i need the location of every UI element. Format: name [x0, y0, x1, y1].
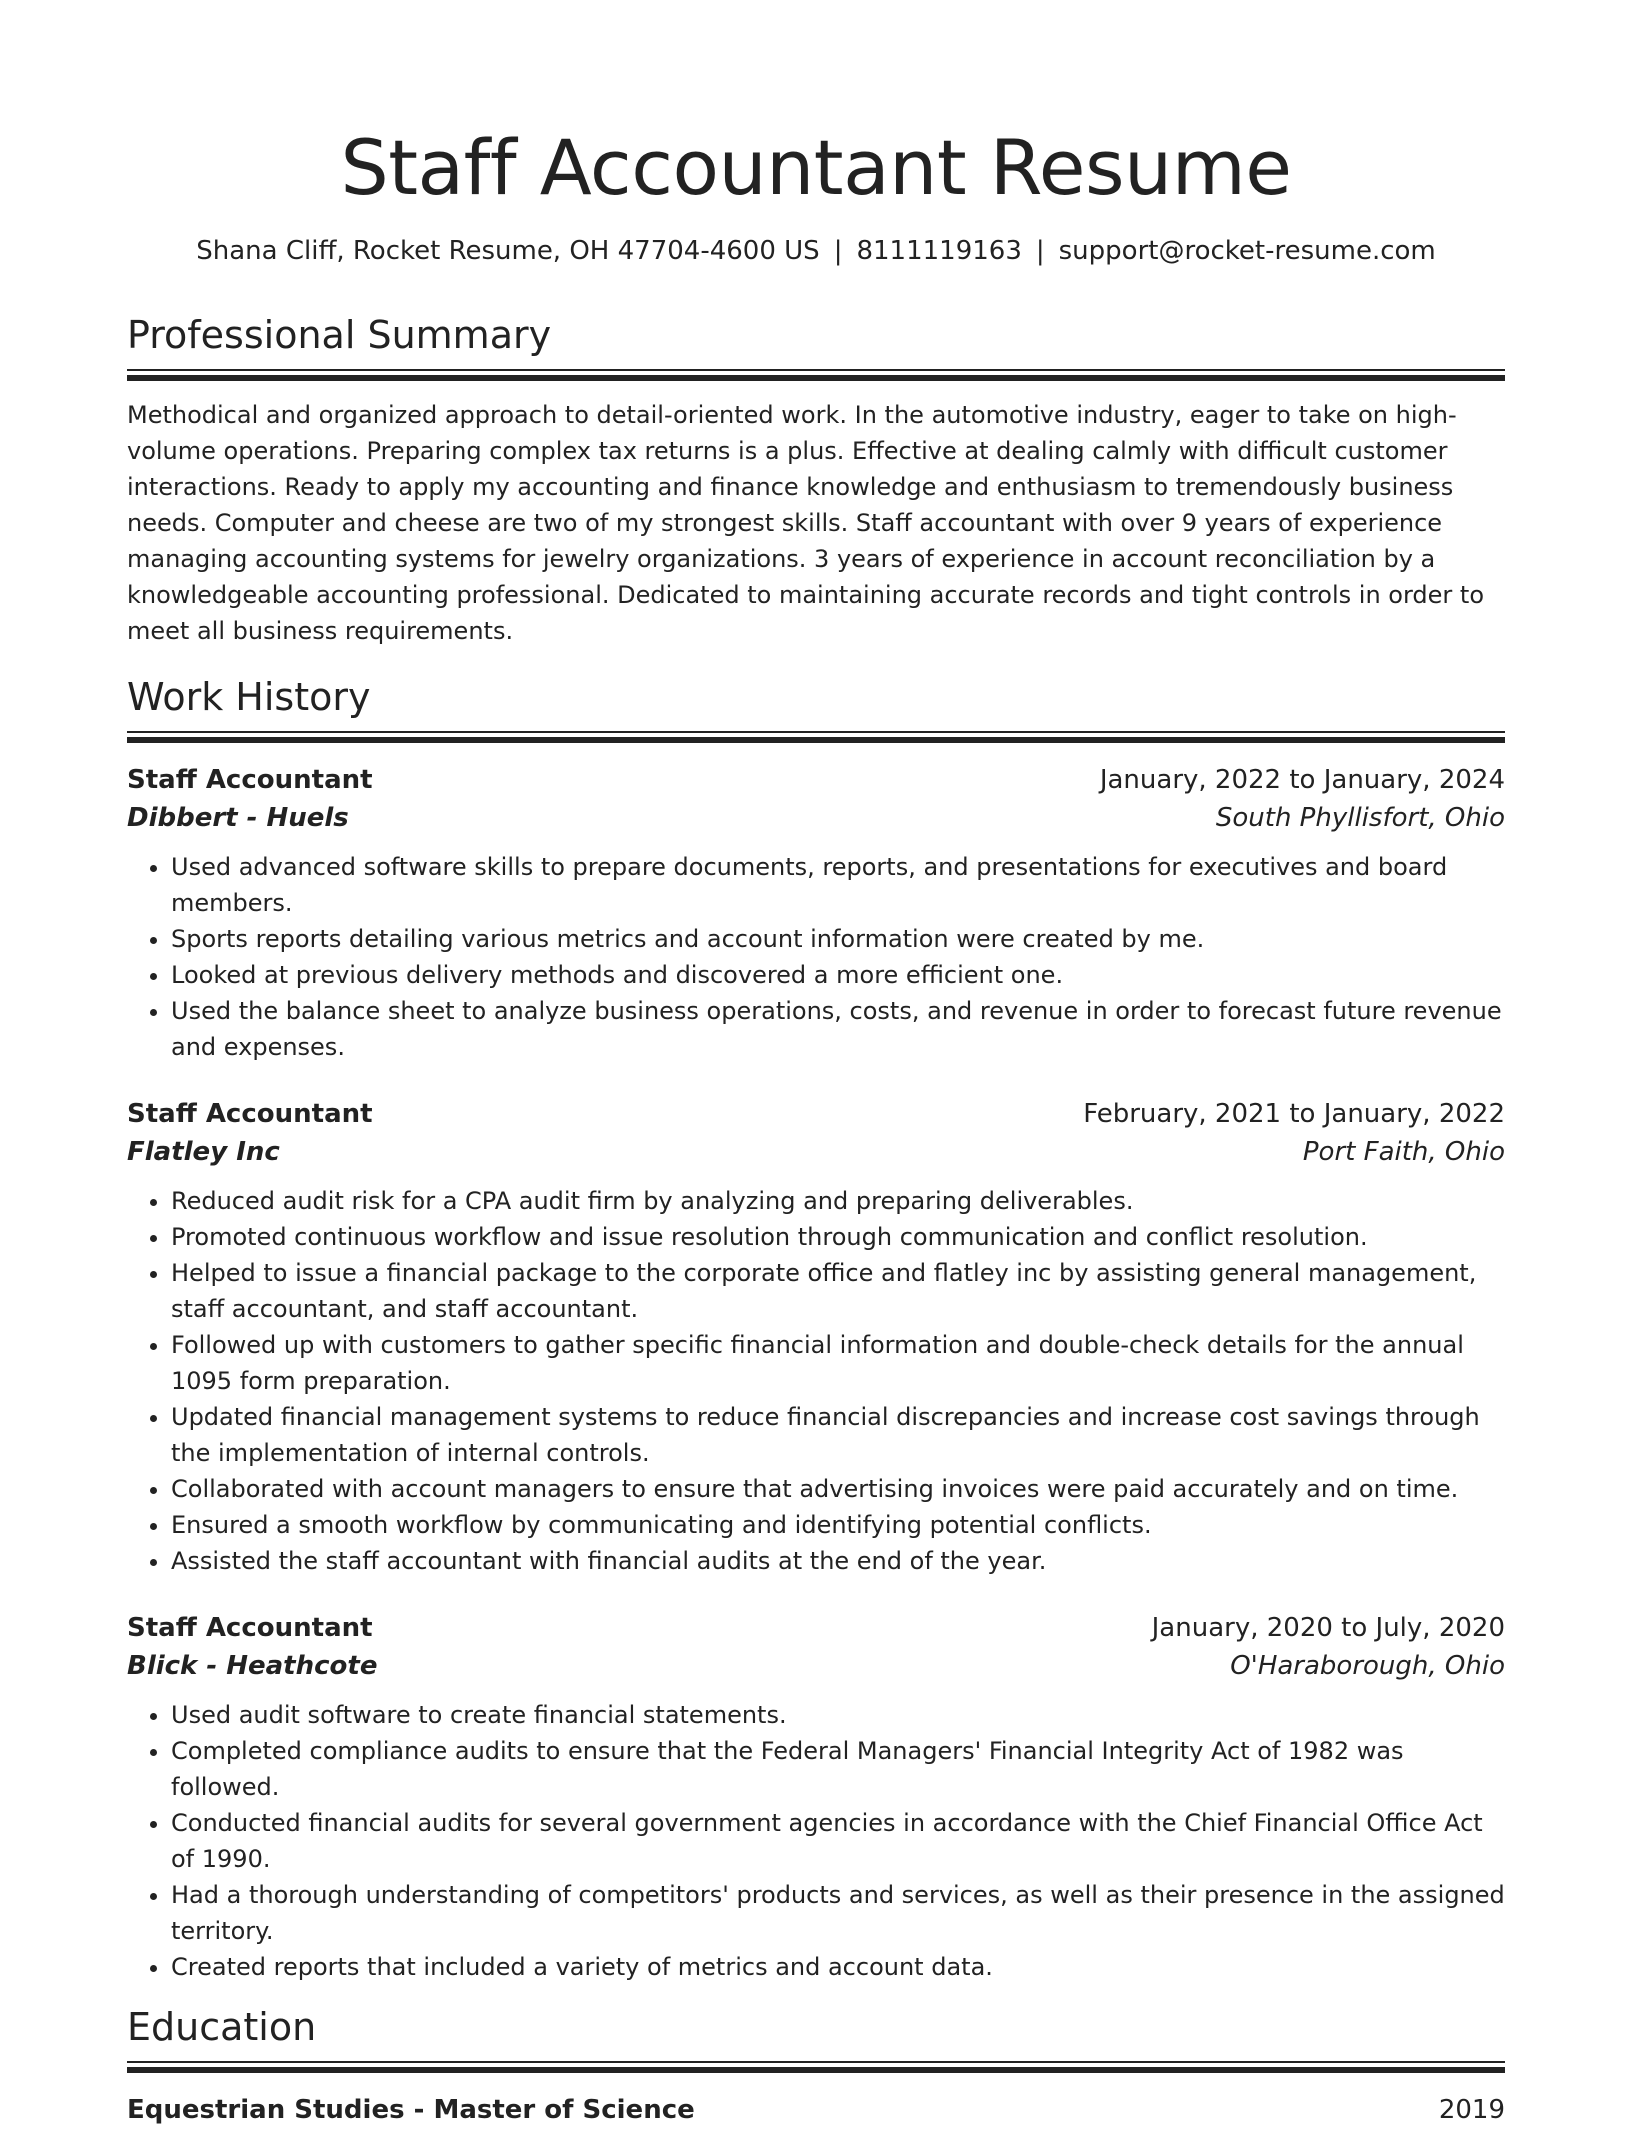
bullet-item: • Collaborated with account managers to ensure that advertising invoices were paid accurately and on time.	[171, 1471, 1505, 1507]
section-divider	[127, 2061, 1505, 2073]
contact-address: Shana Cliff, Rocket Resume, OH 47704-4600 US	[196, 236, 820, 266]
section-heading-summary: Professional Summary	[127, 313, 552, 358]
bullet-item: • Updated financial management systems to reduce financial discrepancies and increase cost savings through the implementation of internal controls.	[171, 1399, 1505, 1471]
job-location: Port Faith, Ohio	[1302, 1136, 1505, 1167]
job-bullets	[127, 1697, 1505, 1985]
job-bullets	[127, 1183, 1505, 1579]
job-header	[127, 1609, 1505, 1647]
education-entry	[127, 2091, 1505, 2129]
job-bullets	[127, 849, 1505, 1065]
job-company: Dibbert - Huels	[127, 802, 349, 833]
bullet-item: • Completed compliance audits to ensure that the Federal Managers' Financial Integrity Act of 1982 was followed.	[171, 1733, 1505, 1805]
job-entry	[127, 1095, 1505, 1579]
section-heading-work: Work History	[127, 674, 371, 719]
bullet-item: • Conducted financial audits for several government agencies in accordance with the Chief Financial Office Act of 1990.	[171, 1805, 1505, 1877]
job-header	[127, 761, 1505, 799]
contact-phone: 8111119163	[856, 236, 1022, 266]
bullet-item: • Used the balance sheet to analyze business operations, costs, and revenue in order to forecast future revenue and expenses.	[171, 993, 1505, 1065]
bullet-item: • Had a thorough understanding of competitors' products and services, as well as their presence in the assigned territory.	[171, 1877, 1505, 1949]
job-dates: January, 2022 to January, 2024	[1099, 764, 1505, 795]
job-location: South Phyllisfort, Ohio	[1215, 802, 1505, 833]
bullet-item: • Followed up with customers to gather specific financial information and double-check details for the annual 1095 form preparation.	[171, 1327, 1505, 1399]
bullet-item: • Created reports that included a variety of metrics and account data.	[171, 1949, 1505, 1985]
job-location: O'Haraborough, Ohio	[1230, 1650, 1505, 1681]
section-divider	[127, 731, 1505, 743]
job-company: Flatley Inc	[127, 1136, 280, 1167]
job-title: Staff Accountant	[127, 764, 373, 795]
resume-title: Staff Accountant Resume	[340, 123, 1292, 212]
summary-section	[127, 315, 1505, 649]
bullet-item: • Ensured a smooth workflow by communicating and identifying potential conflicts.	[171, 1507, 1505, 1543]
job-dates: January, 2020 to July, 2020	[1151, 1612, 1505, 1643]
education-year: 2019	[1438, 2094, 1505, 2125]
job-entry	[127, 761, 1505, 1065]
job-title: Staff Accountant	[127, 1612, 373, 1643]
job-subheader	[127, 1133, 1505, 1171]
section-heading-education: Education	[127, 2004, 317, 2049]
contact-separator: |	[833, 236, 843, 266]
bullet-item: • Reduced audit risk for a CPA audit firm by analyzing and preparing deliverables.	[171, 1183, 1505, 1219]
section-divider	[127, 369, 1505, 381]
job-title: Staff Accountant	[127, 1098, 373, 1129]
education-degree: Equestrian Studies - Master of Science	[127, 2094, 695, 2125]
bullet-item: • Sports reports detailing various metrics and account information were created by me.	[171, 921, 1505, 957]
bullet-item: • Used advanced software skills to prepare documents, reports, and presentations for executives and board members.	[171, 849, 1505, 921]
job-subheader	[127, 1647, 1505, 1685]
bullet-item: • Assisted the staff accountant with financial audits at the end of the year.	[171, 1543, 1505, 1579]
contact-email: support@rocket-resume.com	[1058, 236, 1436, 266]
contact-separator: |	[1035, 236, 1045, 266]
bullet-item: • Used audit software to create financial statements.	[171, 1697, 1505, 1733]
summary-text: Methodical and organized approach to detail-oriented work. In the automotive industry, eager to take on high-volume operations. Preparing complex tax returns is a plus. Effective at dealing calmly with difficult customer interactions. Ready to apply my accounting and finance knowledge and enthusiasm to tremendously business needs. Computer and cheese are two of my strongest skills. Staff accountant with over 9 years of experience managing accounting systems for jewelry organizations. 3 years of experience in account reconciliation by a knowledgeable accounting professional. Dedicated to maintaining accurate records and tight controls in order to meet all business requirements.	[127, 400, 1485, 645]
job-dates: February, 2021 to January, 2022	[1083, 1098, 1505, 1129]
job-entry	[127, 1609, 1505, 1985]
contact-line	[127, 236, 1505, 267]
bullet-item: • Helped to issue a financial package to the corporate office and flatley inc by assisting general management, staff accountant, and staff accountant.	[171, 1255, 1505, 1327]
education-section	[127, 2004, 1505, 2129]
bullet-item: • Looked at previous delivery methods and discovered a more efficient one.	[171, 957, 1505, 993]
work-history-section	[127, 674, 1505, 1985]
bullet-item: • Promoted continuous workflow and issue resolution through communication and conflict resolution.	[171, 1219, 1505, 1255]
job-header	[127, 1095, 1505, 1133]
job-subheader	[127, 799, 1505, 837]
job-company: Blick - Heathcote	[127, 1650, 378, 1681]
